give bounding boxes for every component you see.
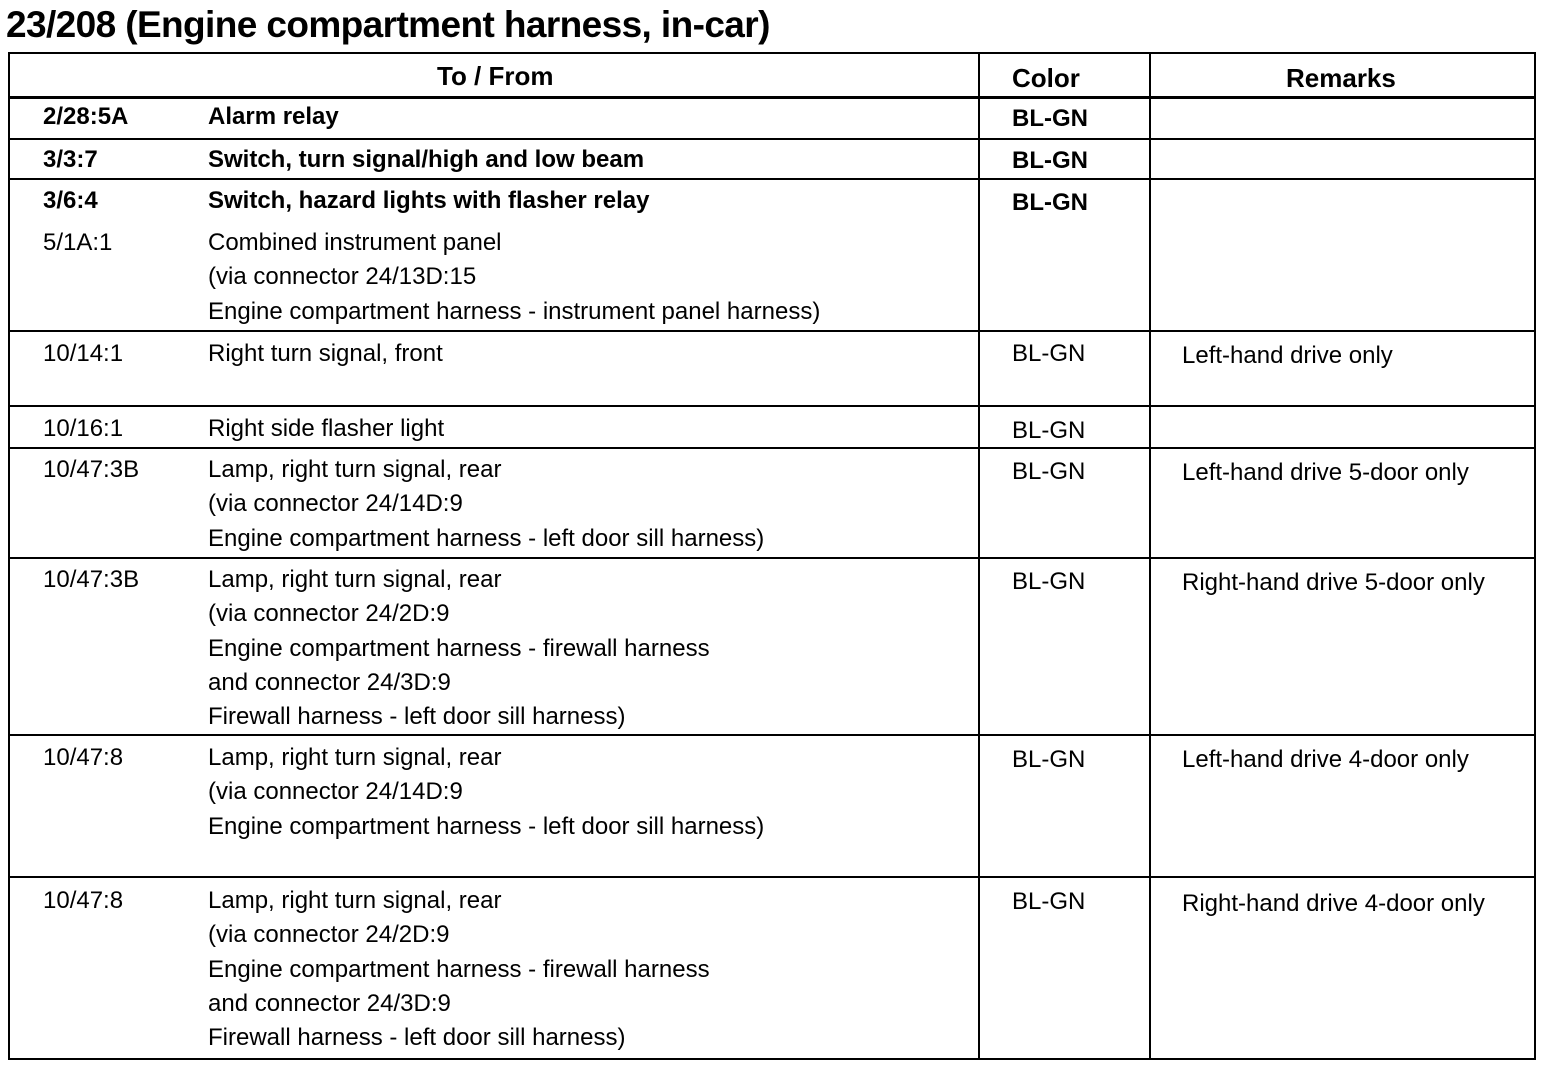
table-row-remarks: Right-hand drive 5-door only [1182, 569, 1485, 596]
table-row-description: Right turn signal, front [208, 340, 443, 367]
table-row-remarks: Left-hand drive 4-door only [1182, 746, 1469, 773]
row-divider [10, 447, 1534, 449]
table-row-color: BL-GN [1012, 147, 1088, 174]
table-row-description: Combined instrument panel (via connector 24/13D:15 Engine compartment harness - instrument panel harness) [208, 229, 821, 325]
table-row-color: BL-GN [1012, 888, 1086, 915]
table-row-color: BL-GN [1012, 568, 1086, 595]
table-row-code: 10/47:8 [43, 887, 124, 914]
table-row-description: Right side flasher light [208, 415, 445, 442]
row-divider [10, 405, 1534, 407]
table-row-description: Lamp, right turn signal, rear (via connector 24/14D:9 Engine compartment harness - left door sill harness) [208, 744, 765, 840]
table-row-code: 10/47:8 [43, 744, 124, 771]
table-row-color: BL-GN [1012, 189, 1088, 216]
table-row-code: 5/1A:1 [43, 229, 113, 256]
table-row-color: BL-GN [1012, 105, 1088, 132]
table-row-code: 10/47:3B [43, 566, 140, 593]
table-row-description: Switch, hazard lights with flasher relay [208, 187, 650, 214]
table-row-description: Lamp, right turn signal, rear (via connector 24/14D:9 Engine compartment harness - left door sill harness) [208, 456, 765, 552]
row-divider [10, 330, 1534, 332]
table-row-color: BL-GN [1012, 458, 1086, 485]
row-divider [10, 178, 1534, 180]
column-divider [1149, 54, 1151, 1058]
table-row-code: 10/47:3B [43, 456, 140, 483]
row-divider [10, 876, 1534, 878]
page-title: 23/208 (Engine compartment harness, in-car) [6, 4, 770, 45]
table-row-description: Lamp, right turn signal, rear (via connector 24/2D:9 Engine compartment harness - firewall harness and connector 24/3D:9 Firewall harness - left door sill harness) [208, 887, 710, 1052]
row-divider [10, 557, 1534, 559]
header-divider [10, 96, 1534, 99]
table-row-description: Switch, turn signal/high and low beam [208, 146, 645, 173]
table-row-description: Lamp, right turn signal, rear (via connector 24/2D:9 Engine compartment harness - firewall harness and connector 24/3D:9 Firewall harness - left door sill harness) [208, 566, 710, 731]
table-row-code: 2/28:5A [43, 103, 129, 130]
table-row-code: 10/14:1 [43, 340, 124, 367]
header-to-from: To / From [437, 61, 554, 91]
table-row-color: BL-GN [1012, 417, 1086, 444]
table-row-color: BL-GN [1012, 746, 1086, 773]
header-remarks: Remarks [1286, 63, 1396, 93]
table-row-code: 3/6:4 [43, 187, 98, 214]
column-divider [978, 54, 980, 1058]
row-divider [10, 138, 1534, 140]
table-row-code: 3/3:7 [43, 146, 98, 173]
table-row-color: BL-GN [1012, 340, 1086, 367]
table-row-remarks: Right-hand drive 4-door only [1182, 890, 1485, 917]
table-row-description: Alarm relay [208, 103, 339, 130]
table-row-remarks: Left-hand drive 5-door only [1182, 459, 1469, 486]
table-row-remarks: Left-hand drive only [1182, 342, 1393, 369]
table-row-code: 10/16:1 [43, 415, 124, 442]
header-color: Color [1012, 63, 1080, 93]
